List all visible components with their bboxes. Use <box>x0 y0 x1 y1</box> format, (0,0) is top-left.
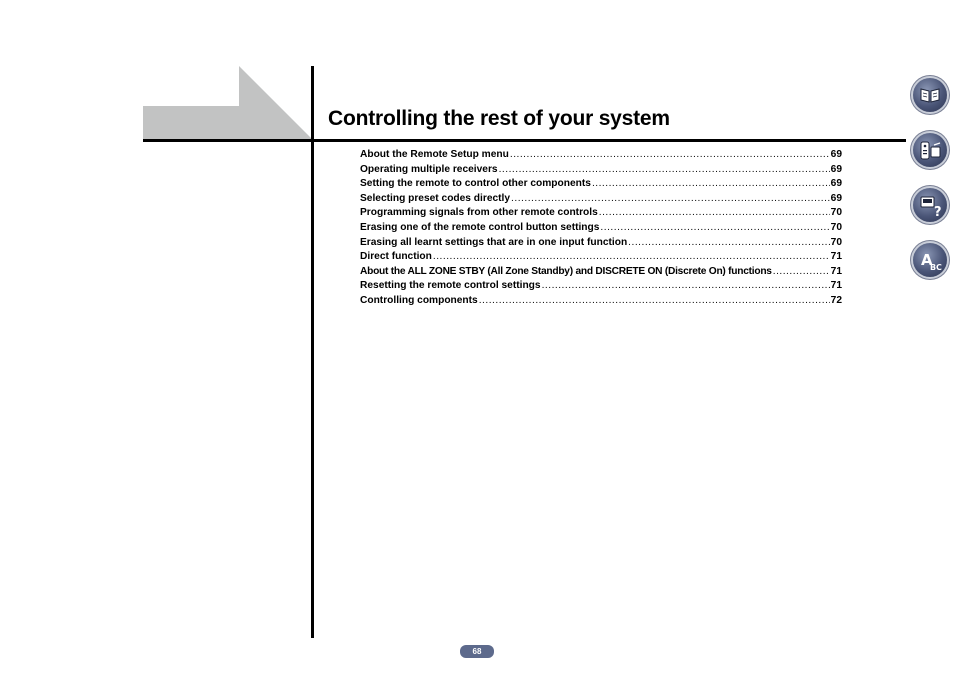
troubleshooting-button[interactable] <box>913 188 947 222</box>
svg-text:B: B <box>930 263 937 272</box>
toc-item-text: Controlling components <box>360 294 478 306</box>
toc-leader-dots <box>510 149 830 160</box>
toc-item-page: 71 <box>830 280 842 292</box>
toc-item-page: 71 <box>830 265 842 277</box>
remote-setup-button[interactable] <box>913 133 947 167</box>
toc-leader-dots <box>499 164 830 175</box>
chapter-tab-graphic <box>143 66 313 140</box>
toc-item-page: 71 <box>830 251 842 263</box>
toc-item-text: Resetting the remote control settings <box>360 280 541 292</box>
toc-item-page: 70 <box>830 207 842 219</box>
toc-item-text: Erasing all learnt settings that are in one input function <box>360 236 628 248</box>
header-rule-right <box>311 139 906 142</box>
header-rule-left <box>143 139 313 142</box>
table-of-contents <box>360 149 842 310</box>
toc-item-page: 70 <box>830 236 842 248</box>
toc-item-text: Selecting preset codes directly <box>360 192 511 204</box>
contents-button[interactable] <box>913 78 947 112</box>
toc-item[interactable] <box>360 266 842 281</box>
svg-text:?: ? <box>934 205 942 220</box>
toc-item-page: 72 <box>830 294 842 306</box>
toc-item[interactable] <box>360 164 842 179</box>
toc-leader-dots <box>628 237 829 248</box>
toc-item-text: About the ALL ZONE STBY (All Zone Standby) and DISCRETE ON (Discrete On) functions <box>360 265 772 277</box>
toc-item[interactable] <box>360 149 842 164</box>
glossary-icon <box>913 243 947 277</box>
svg-text:C: C <box>936 263 942 272</box>
toc-item-text: Setting the remote to control other components <box>360 178 591 190</box>
toc-item[interactable] <box>360 237 842 252</box>
vertical-divider <box>311 66 314 638</box>
toc-item[interactable] <box>360 193 842 208</box>
toc-item-page: 69 <box>830 149 842 160</box>
toc-leader-dots <box>600 222 829 233</box>
toc-item[interactable] <box>360 251 842 266</box>
toc-item-text: Programming signals from other remote controls <box>360 207 598 219</box>
toc-leader-dots <box>542 280 830 291</box>
toc-item-page: 69 <box>830 163 842 175</box>
toc-item[interactable] <box>360 207 842 222</box>
toc-leader-dots <box>592 178 830 189</box>
page-number-badge: 68 <box>460 645 494 658</box>
toc-item-page: 70 <box>830 221 842 233</box>
toc-item-text: Erasing one of the remote control button settings <box>360 221 600 233</box>
toc-item[interactable] <box>360 280 842 295</box>
toc-item-text: About the Remote Setup menu <box>360 149 509 160</box>
glossary-button[interactable] <box>913 243 947 277</box>
toc-item-page: 69 <box>830 192 842 204</box>
toc-leader-dots <box>479 295 830 306</box>
book-icon <box>913 78 947 112</box>
toc-leader-dots <box>599 207 830 218</box>
remote-control-icon <box>913 133 947 167</box>
toc-item[interactable] <box>360 295 842 310</box>
toc-item-text: Direct function <box>360 251 432 263</box>
chapter-title: Controlling the rest of your system <box>328 107 670 130</box>
svg-text:A: A <box>921 251 933 269</box>
toc-item[interactable] <box>360 222 842 237</box>
toc-leader-dots <box>433 251 830 262</box>
toc-item-page: 69 <box>830 178 842 190</box>
toc-leader-dots <box>511 193 830 204</box>
toc-leader-dots <box>773 266 830 277</box>
troubleshooting-icon <box>913 188 947 222</box>
toc-item[interactable] <box>360 178 842 193</box>
toc-item-text: Operating multiple receivers <box>360 163 498 175</box>
